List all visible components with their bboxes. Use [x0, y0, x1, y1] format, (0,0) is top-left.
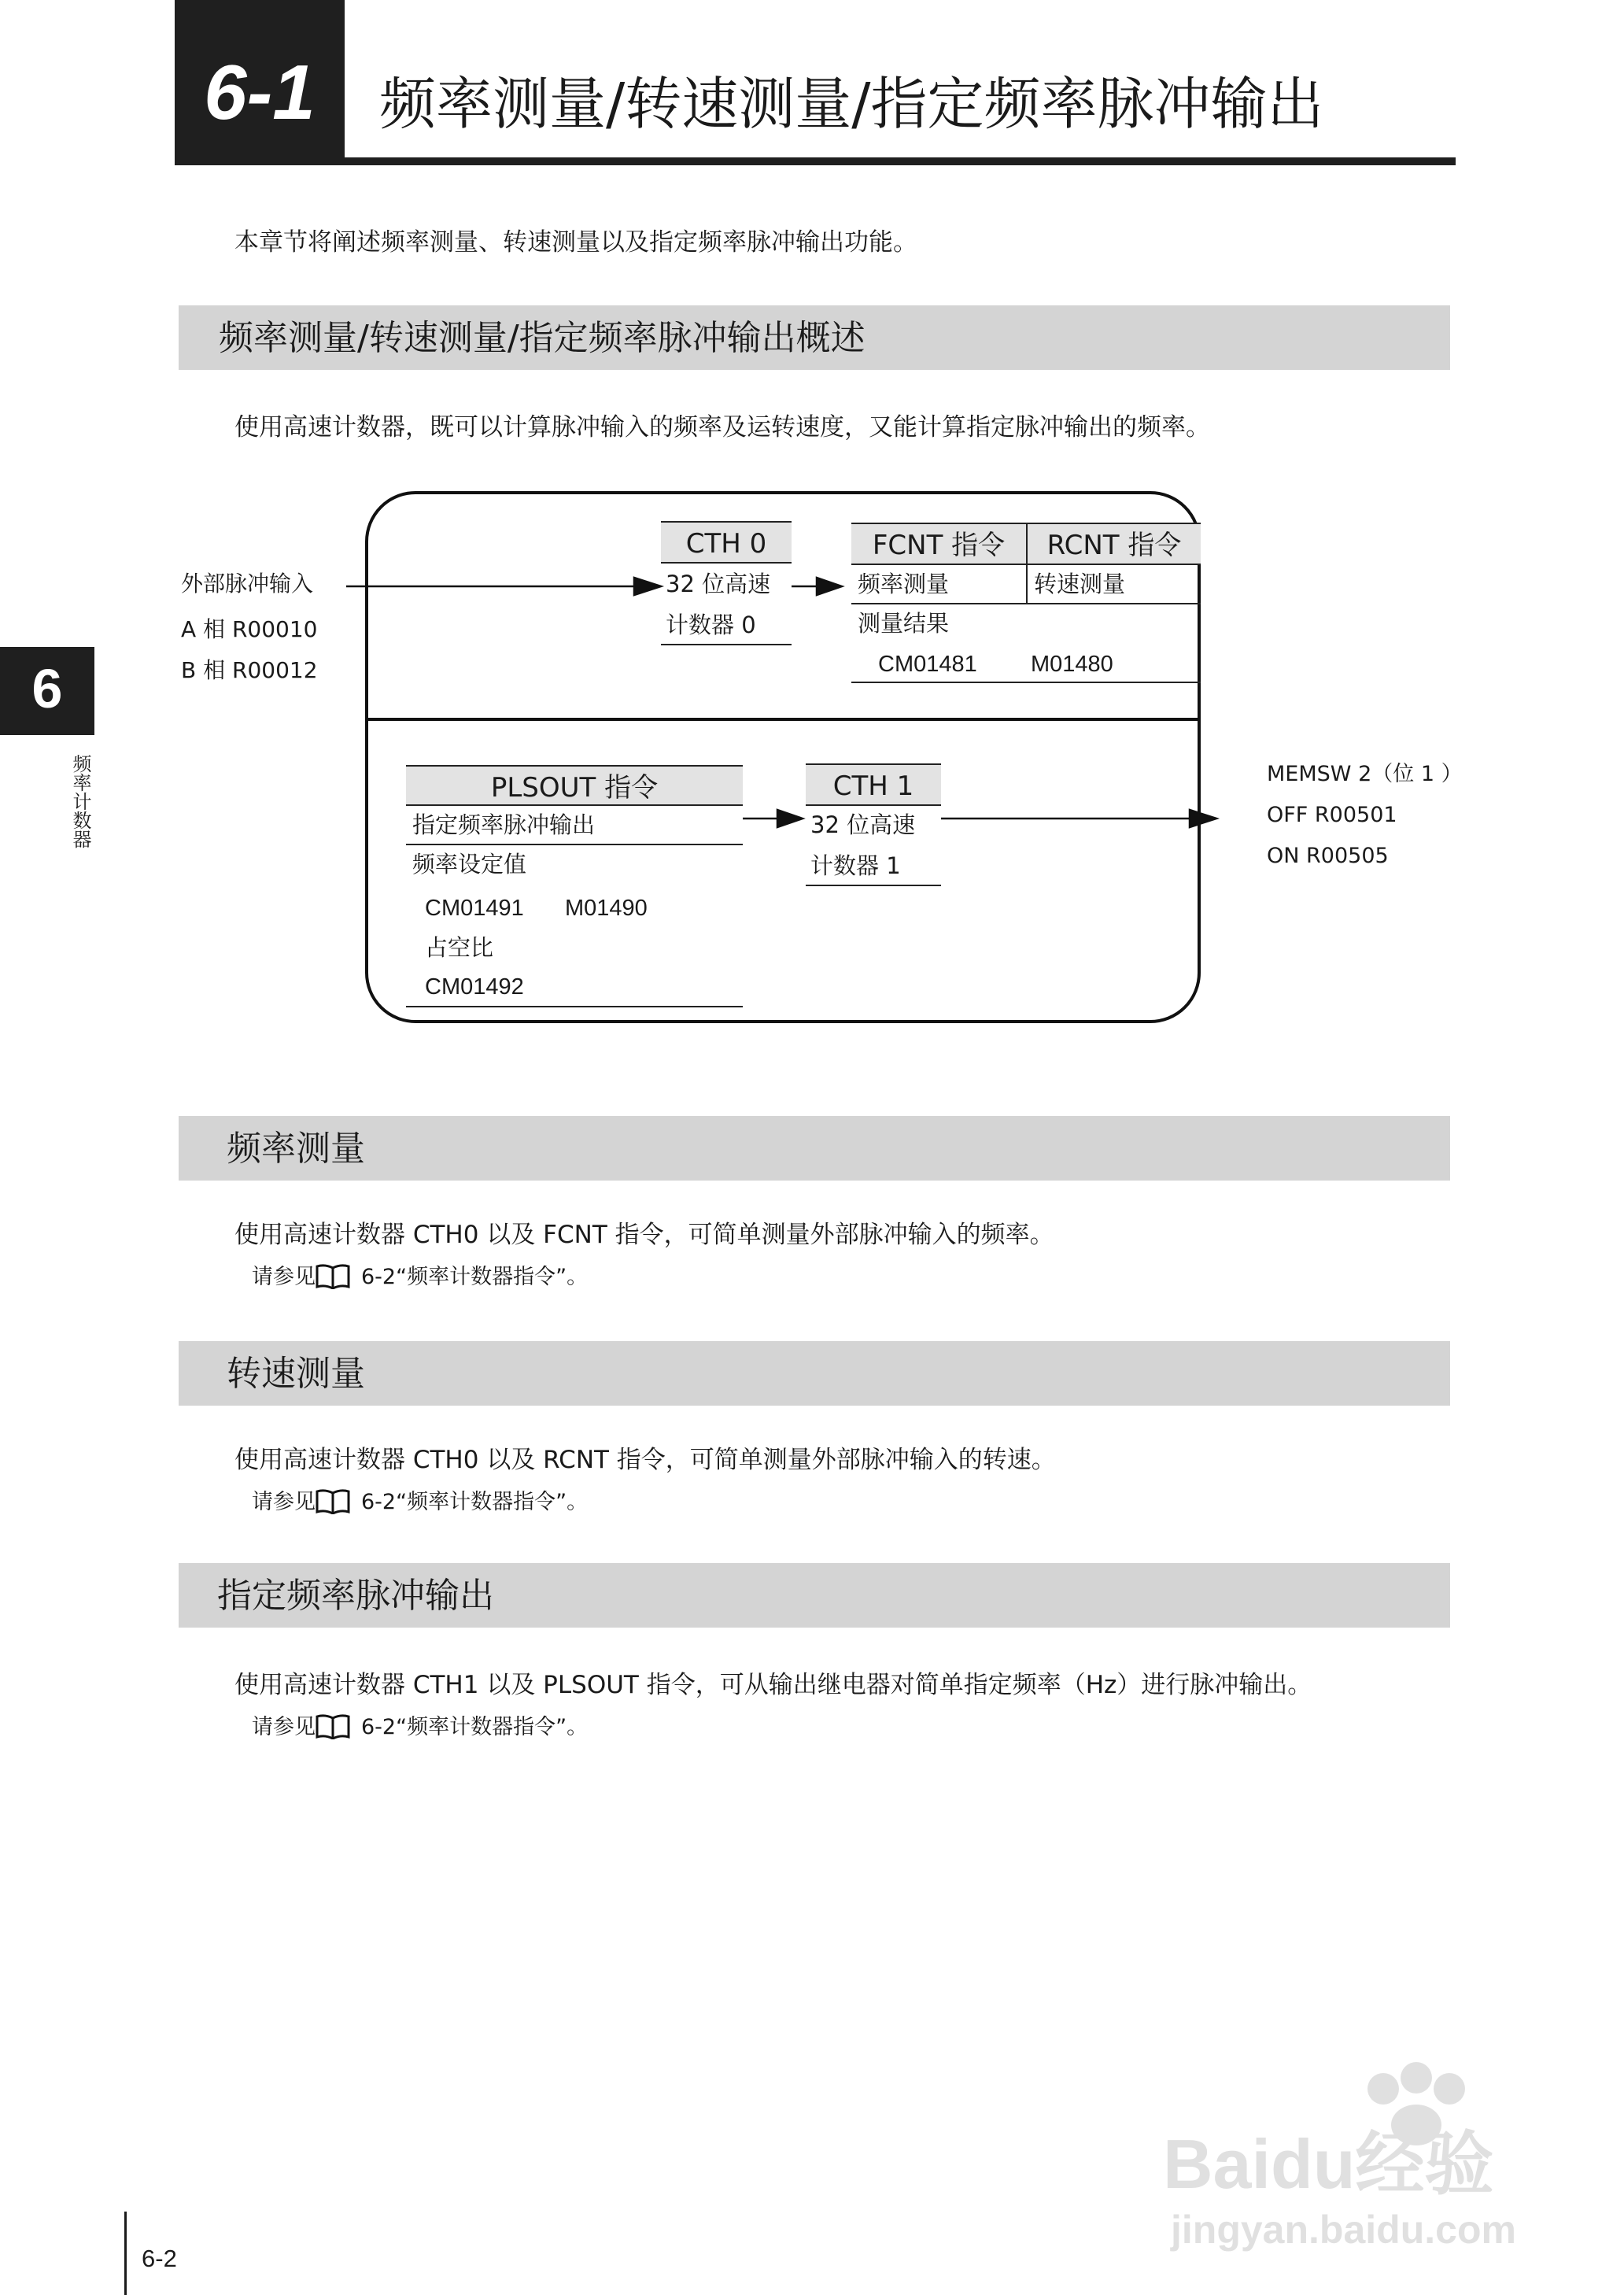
plsout-row-line — [406, 844, 743, 845]
freq-ref — [252, 1264, 588, 1289]
fcnt-row-line — [851, 603, 1201, 604]
section-heading-pulse: 指定频率脉冲输出 — [217, 1576, 494, 1616]
cth1-line2: 计数器 1 — [810, 852, 901, 879]
input-b-phase: B 相 R00012 — [181, 657, 318, 683]
manual-book-icon — [316, 1264, 350, 1289]
cth1-underline — [806, 885, 941, 886]
section-bar-freq — [179, 1116, 1450, 1181]
watermark-url: jingyan.baidu.com — [1171, 2208, 1516, 2252]
input-a-phase: A 相 R00010 — [181, 616, 318, 642]
plsout-underline — [406, 1006, 743, 1007]
result-label: 测量结果 — [858, 610, 950, 637]
speed-ref — [252, 1489, 588, 1514]
page-title: 频率测量/转速测量/指定频率脉冲输出 — [379, 71, 1324, 137]
watermark-brand: Baidu经验 — [1163, 2125, 1494, 2203]
plsout-sub: 指定频率脉冲输出 — [412, 811, 596, 838]
intro-text: 本章节将阐述频率测量、转速测量以及指定频率脉冲输出功能。 — [234, 228, 917, 257]
plsout-m: M01490 — [565, 896, 648, 921]
cth0-underline — [661, 644, 792, 645]
chapter-tab-number: 6 — [31, 658, 63, 719]
baidu-watermark — [1139, 2060, 1588, 2257]
memsw-on: ON R00505 — [1267, 844, 1389, 868]
cth1-header: CTH 1 — [806, 763, 941, 806]
footer-rule — [124, 2212, 127, 2295]
plsout-cm: CM01491 — [425, 896, 524, 921]
section-heading-speed: 转速测量 — [227, 1354, 365, 1394]
cth0-arrow-head — [817, 578, 842, 595]
cth1-arrow-head — [1190, 810, 1216, 827]
freq-text: 使用高速计数器 CTH0 以及 FCNT 指令，可简单测量外部脉冲输入的频率。 — [234, 1221, 1054, 1249]
speed-text: 使用高速计数器 CTH0 以及 RCNT 指令，可简单测量外部脉冲输入的转速。 — [234, 1446, 1056, 1474]
fcnt-rcnt-divider — [1026, 523, 1028, 603]
memsw-off: OFF R00501 — [1267, 803, 1397, 827]
fcnt-sub: 频率测量 — [858, 571, 950, 597]
pulse-ref-prefix: 请参见 — [252, 1714, 316, 1739]
pulse-ref-link[interactable]: 6-2“频率计数器指令”。 — [361, 1714, 589, 1739]
plsout-duty-cm: CM01492 — [425, 974, 524, 1000]
result-underline — [851, 682, 1201, 683]
pulse-ref — [252, 1714, 588, 1739]
result-m: M01480 — [1031, 652, 1113, 677]
input-label: 外部脉冲输入 — [181, 571, 314, 597]
cth0-line2: 计数器 0 — [666, 612, 756, 638]
speed-ref-link[interactable]: 6-2“频率计数器指令”。 — [361, 1489, 589, 1514]
section-heading-overview: 频率测量/转速测量/指定频率脉冲输出概述 — [219, 318, 866, 358]
rcnt-header: RCNT 指令 — [1028, 523, 1201, 565]
rcnt-sub: 转速测量 — [1034, 571, 1126, 597]
manual-book-icon — [316, 1714, 350, 1739]
memsw-title: MEMSW 2（位 1 ） — [1267, 762, 1463, 786]
manual-book-icon — [316, 1489, 350, 1514]
cth0-line1: 32 位高速 — [666, 571, 771, 597]
cth0-header: CTH 0 — [661, 521, 792, 564]
freq-ref-prefix: 请参见 — [252, 1264, 316, 1289]
page-number: 6-2 — [142, 2245, 177, 2272]
chapter-number: 6-1 — [204, 49, 316, 135]
cth1-line1: 32 位高速 — [810, 811, 916, 838]
plsout-duty-label: 占空比 — [425, 934, 494, 961]
fcnt-header: FCNT 指令 — [851, 523, 1026, 565]
plsout-arrow-head — [777, 810, 803, 827]
section-heading-freq: 频率测量 — [227, 1129, 365, 1169]
plsout-header: PLSOUT 指令 — [406, 765, 743, 806]
overview-text: 使用高速计数器，既可以计算脉冲输入的频率及运转速度，又能计算指定脉冲输出的频率。 — [234, 413, 1210, 442]
section-bar-speed — [179, 1341, 1450, 1406]
chapter-tab-label: 频率计数器 — [69, 754, 91, 848]
result-cm: CM01481 — [878, 652, 977, 677]
freq-ref-link[interactable]: 6-2“频率计数器指令”。 — [361, 1264, 589, 1289]
pulse-text: 使用高速计数器 CTH1 以及 PLSOUT 指令，可从输出继电器对简单指定频率（Hz）进行脉冲输出。 — [234, 1671, 1312, 1699]
input-arrow-head — [634, 578, 661, 595]
speed-ref-prefix: 请参见 — [252, 1489, 316, 1514]
diagram-arrows — [0, 0, 1624, 1102]
plsout-setting-label: 频率设定值 — [412, 851, 527, 878]
